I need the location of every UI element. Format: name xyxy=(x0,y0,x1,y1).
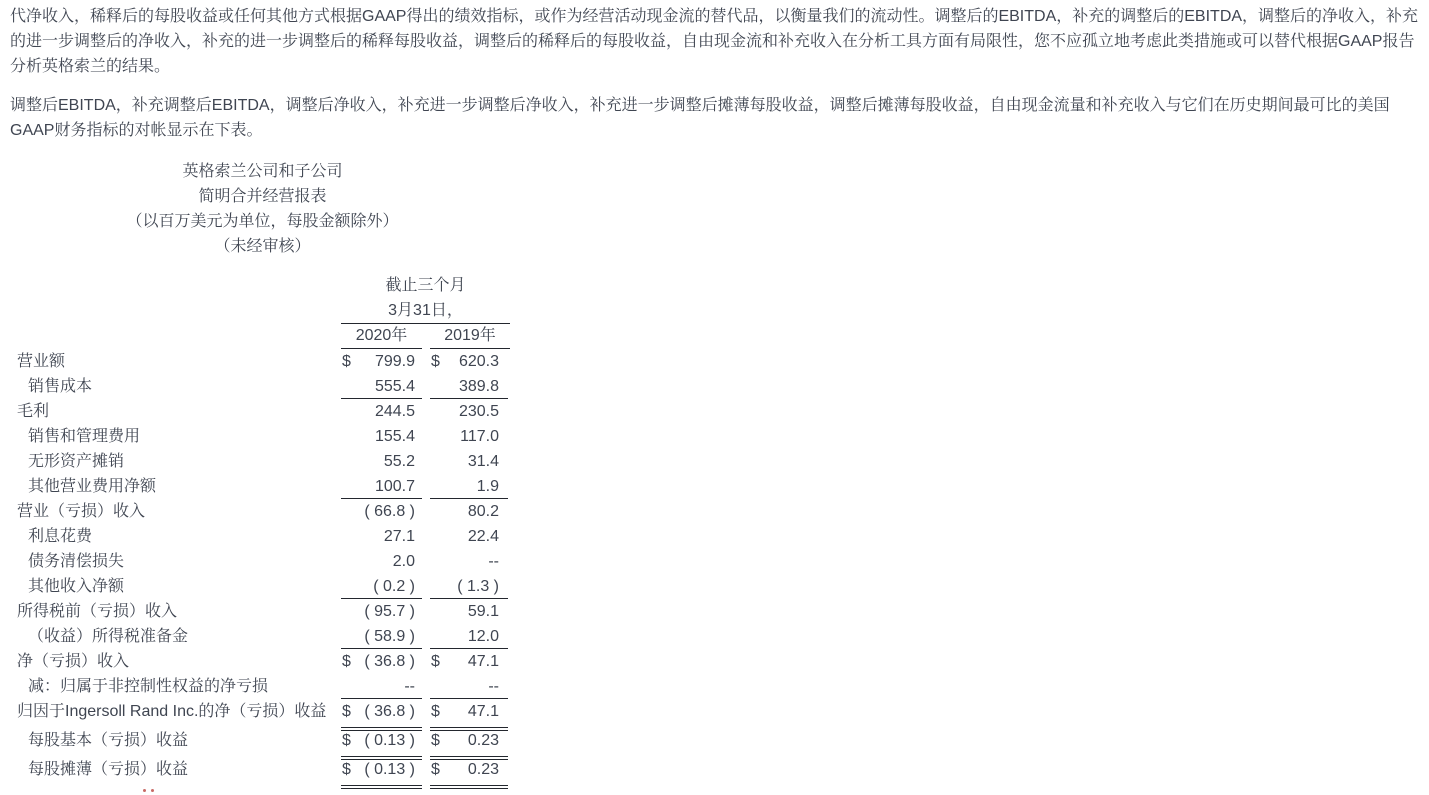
currency-symbol xyxy=(430,399,431,424)
currency-symbol xyxy=(341,599,342,624)
value-cell-2019 xyxy=(430,374,508,399)
row-label: 其他营业费用净额 xyxy=(28,478,157,495)
currency-symbol: $ xyxy=(431,703,440,720)
currency-symbol: $ xyxy=(342,732,351,749)
amount-2019: 1.9 xyxy=(476,478,499,495)
value-cell-2019 xyxy=(430,757,508,786)
unaudited-note: （未经审核） xyxy=(214,238,311,255)
row-label: 销售和管理费用 xyxy=(28,428,141,445)
value-cell-2019 xyxy=(430,674,508,699)
currency-symbol xyxy=(341,424,342,449)
amount-2019: 230.5 xyxy=(458,403,499,420)
amount-2020: 55.2 xyxy=(383,453,415,470)
row-label: 利息花费 xyxy=(28,528,93,545)
column-headers xyxy=(341,323,510,349)
value-cell-2019 xyxy=(430,649,508,674)
amount-2020: ( 0.13 ) xyxy=(364,761,415,778)
amount-2019: 31.4 xyxy=(467,453,499,470)
amount-2019: 12.0 xyxy=(467,628,499,645)
amount-2020: ( 58.9 ) xyxy=(364,628,415,645)
value-cell-2020 xyxy=(341,499,422,524)
amount-2020: ( 36.8 ) xyxy=(364,703,415,720)
value-cell-2020 xyxy=(341,674,422,699)
amount-2019: 0.23 xyxy=(467,761,499,778)
value-cell-2020 xyxy=(341,474,422,499)
amount-2020: ( 36.8 ) xyxy=(364,653,415,670)
value-cell-2019 xyxy=(430,474,508,499)
table-body xyxy=(10,349,517,786)
value-cell-2019 xyxy=(430,699,508,728)
value-cell-2020 xyxy=(341,449,422,474)
value-cell-2019 xyxy=(430,424,508,449)
table-row xyxy=(10,524,517,549)
amount-2020: 100.7 xyxy=(374,478,415,495)
amount-2020: 799.9 xyxy=(374,353,415,370)
period-header-line-1: 截止三个月 xyxy=(385,277,466,294)
amount-2020: ( 66.8 ) xyxy=(364,503,415,520)
value-cell-2020 xyxy=(341,424,422,449)
table-row xyxy=(10,549,517,574)
row-label: 减：归属于非控制性权益的净亏损 xyxy=(28,678,269,695)
currency-symbol xyxy=(430,674,431,698)
table-row xyxy=(10,399,517,424)
currency-symbol: $ xyxy=(342,703,351,720)
table-row xyxy=(10,624,517,649)
row-label: （收益）所得税准备金 xyxy=(28,628,189,645)
annotation-dot xyxy=(143,789,146,792)
table-row xyxy=(10,374,517,399)
value-cell-2019 xyxy=(430,499,508,524)
statement-title-block xyxy=(10,159,515,259)
column-gap xyxy=(422,324,430,349)
currency-symbol xyxy=(341,374,342,398)
row-label: 归因于Ingersoll Rand Inc.的净（亏损）收益 xyxy=(17,703,327,720)
value-cell-2020 xyxy=(341,574,422,599)
currency-symbol xyxy=(430,449,431,474)
amount-2019: -- xyxy=(488,678,499,695)
amount-2020: ( 95.7 ) xyxy=(364,603,415,620)
company-name: 英格索兰公司和子公司 xyxy=(182,163,343,180)
row-label: 每股基本（亏损）收益 xyxy=(28,732,189,749)
currency-symbol xyxy=(341,524,342,549)
table-row xyxy=(10,424,517,449)
value-cell-2019 xyxy=(430,549,508,574)
value-cell-2019 xyxy=(430,728,508,757)
currency-symbol xyxy=(341,499,342,524)
currency-symbol xyxy=(430,524,431,549)
amount-2019: 0.23 xyxy=(467,732,499,749)
value-cell-2020 xyxy=(341,524,422,549)
currency-symbol xyxy=(430,549,431,574)
currency-symbol xyxy=(430,599,431,624)
annotation-dot xyxy=(151,789,154,792)
currency-symbol: $ xyxy=(431,761,440,778)
row-label: 每股摊薄（亏损）收益 xyxy=(28,761,189,778)
units-note: （以百万美元为单位，每股金额除外） xyxy=(126,213,399,230)
table-row xyxy=(10,574,517,599)
value-cell-2020 xyxy=(341,624,422,649)
row-label: 债务清偿损失 xyxy=(28,553,125,570)
amount-2020: 555.4 xyxy=(374,378,415,395)
row-label: 其他收入净额 xyxy=(28,578,125,595)
amount-2019: 47.1 xyxy=(467,703,499,720)
value-cell-2019 xyxy=(430,399,508,424)
row-label: 无形资产摊销 xyxy=(28,453,125,470)
amount-2020: 155.4 xyxy=(374,428,415,445)
row-label: 营业额 xyxy=(17,353,66,370)
amount-2019: -- xyxy=(488,553,499,570)
amount-2019: 47.1 xyxy=(467,653,499,670)
amount-2020: 244.5 xyxy=(374,403,415,420)
amount-2019: 80.2 xyxy=(467,503,499,520)
table-row xyxy=(10,349,517,374)
row-label: 营业（亏损）收入 xyxy=(17,503,146,520)
currency-symbol xyxy=(430,424,431,449)
amount-2020: -- xyxy=(404,678,415,695)
currency-symbol xyxy=(430,624,431,648)
year-column-2019: 2019年 xyxy=(430,324,510,349)
financial-table xyxy=(10,273,517,786)
table-row xyxy=(10,649,517,674)
amount-2020: 27.1 xyxy=(383,528,415,545)
value-cell-2020 xyxy=(341,757,422,786)
statement-name: 简明合并经营报表 xyxy=(198,188,327,205)
currency-symbol xyxy=(341,549,342,574)
value-cell-2020 xyxy=(341,649,422,674)
value-cell-2020 xyxy=(341,399,422,424)
amount-2020: 2.0 xyxy=(392,553,415,570)
value-cell-2019 xyxy=(430,349,508,374)
table-row xyxy=(10,474,517,499)
value-cell-2020 xyxy=(341,349,422,374)
amount-2019: 389.8 xyxy=(458,378,499,395)
value-cell-2019 xyxy=(430,449,508,474)
amount-2020: ( 0.13 ) xyxy=(364,732,415,749)
value-cell-2020 xyxy=(341,374,422,399)
period-header xyxy=(341,273,510,323)
intro-paragraph-2: 调整后EBITDA，补充调整后EBITDA，调整后净收入，补充进一步调整后净收入，补充进一步调整后摊薄每股收益，调整后摊薄每股收益，自由现金流量和补充收入与它们在历史期间最可比的美国GAAP财务指标的对帐显示在下表。 xyxy=(10,97,1390,139)
currency-symbol xyxy=(341,624,342,648)
table-row xyxy=(10,599,517,624)
value-cell-2019 xyxy=(430,574,508,599)
currency-symbol: $ xyxy=(431,653,440,670)
value-cell-2020 xyxy=(341,549,422,574)
intro-paragraph-1: 代净收入，稀释后的每股收益或任何其他方式根据GAAP得出的绩效指标，或作为经营活动现金流的替代品，以衡量我们的流动性。调整后的EBITDA，补充的调整后的EBITDA，调整后的净收入，补充的进一步调整后的净收入，补充的进一步调整后的稀释每股收益，调整后的稀释后的每股收益，自由现金流和补充收入在分析工具方面有局限性，您不应孤立地考虑此类措施或可以替代根据GAAP报告分析英格索兰的结果。 xyxy=(10,8,1419,75)
value-cell-2020 xyxy=(341,599,422,624)
amount-2019: 117.0 xyxy=(460,428,499,445)
table-row xyxy=(10,757,517,786)
currency-symbol xyxy=(341,674,342,698)
currency-symbol xyxy=(341,449,342,474)
value-cell-2019 xyxy=(430,599,508,624)
value-cell-2020 xyxy=(341,699,422,728)
year-column-2020: 2020年 xyxy=(341,324,422,349)
row-label: 销售成本 xyxy=(28,378,93,395)
currency-symbol: $ xyxy=(342,761,351,778)
amount-2019: ( 1.3 ) xyxy=(457,578,499,595)
amount-2019: 22.4 xyxy=(467,528,499,545)
currency-symbol: $ xyxy=(431,353,440,370)
currency-symbol: $ xyxy=(431,732,440,749)
amount-2020: ( 0.2 ) xyxy=(373,578,415,595)
table-row xyxy=(10,499,517,524)
value-cell-2020 xyxy=(341,728,422,757)
value-cell-2019 xyxy=(430,624,508,649)
currency-symbol xyxy=(341,474,342,498)
currency-symbol: $ xyxy=(342,653,351,670)
row-label: 净（亏损）收入 xyxy=(17,653,130,670)
table-row xyxy=(10,449,517,474)
currency-symbol xyxy=(430,499,431,524)
amount-2019: 59.1 xyxy=(467,603,499,620)
value-cell-2019 xyxy=(430,524,508,549)
row-label: 毛利 xyxy=(17,403,50,420)
currency-symbol xyxy=(341,574,342,598)
currency-symbol xyxy=(430,474,431,498)
row-label: 所得税前（亏损）收入 xyxy=(17,603,178,620)
currency-symbol xyxy=(430,374,431,398)
table-row xyxy=(10,674,517,699)
table-row xyxy=(10,728,517,757)
currency-symbol xyxy=(341,399,342,424)
period-header-line-2: 3月31日， xyxy=(388,302,463,319)
amount-2019: 620.3 xyxy=(458,353,499,370)
currency-symbol: $ xyxy=(342,353,351,370)
table-row xyxy=(10,699,517,728)
currency-symbol xyxy=(430,574,431,598)
